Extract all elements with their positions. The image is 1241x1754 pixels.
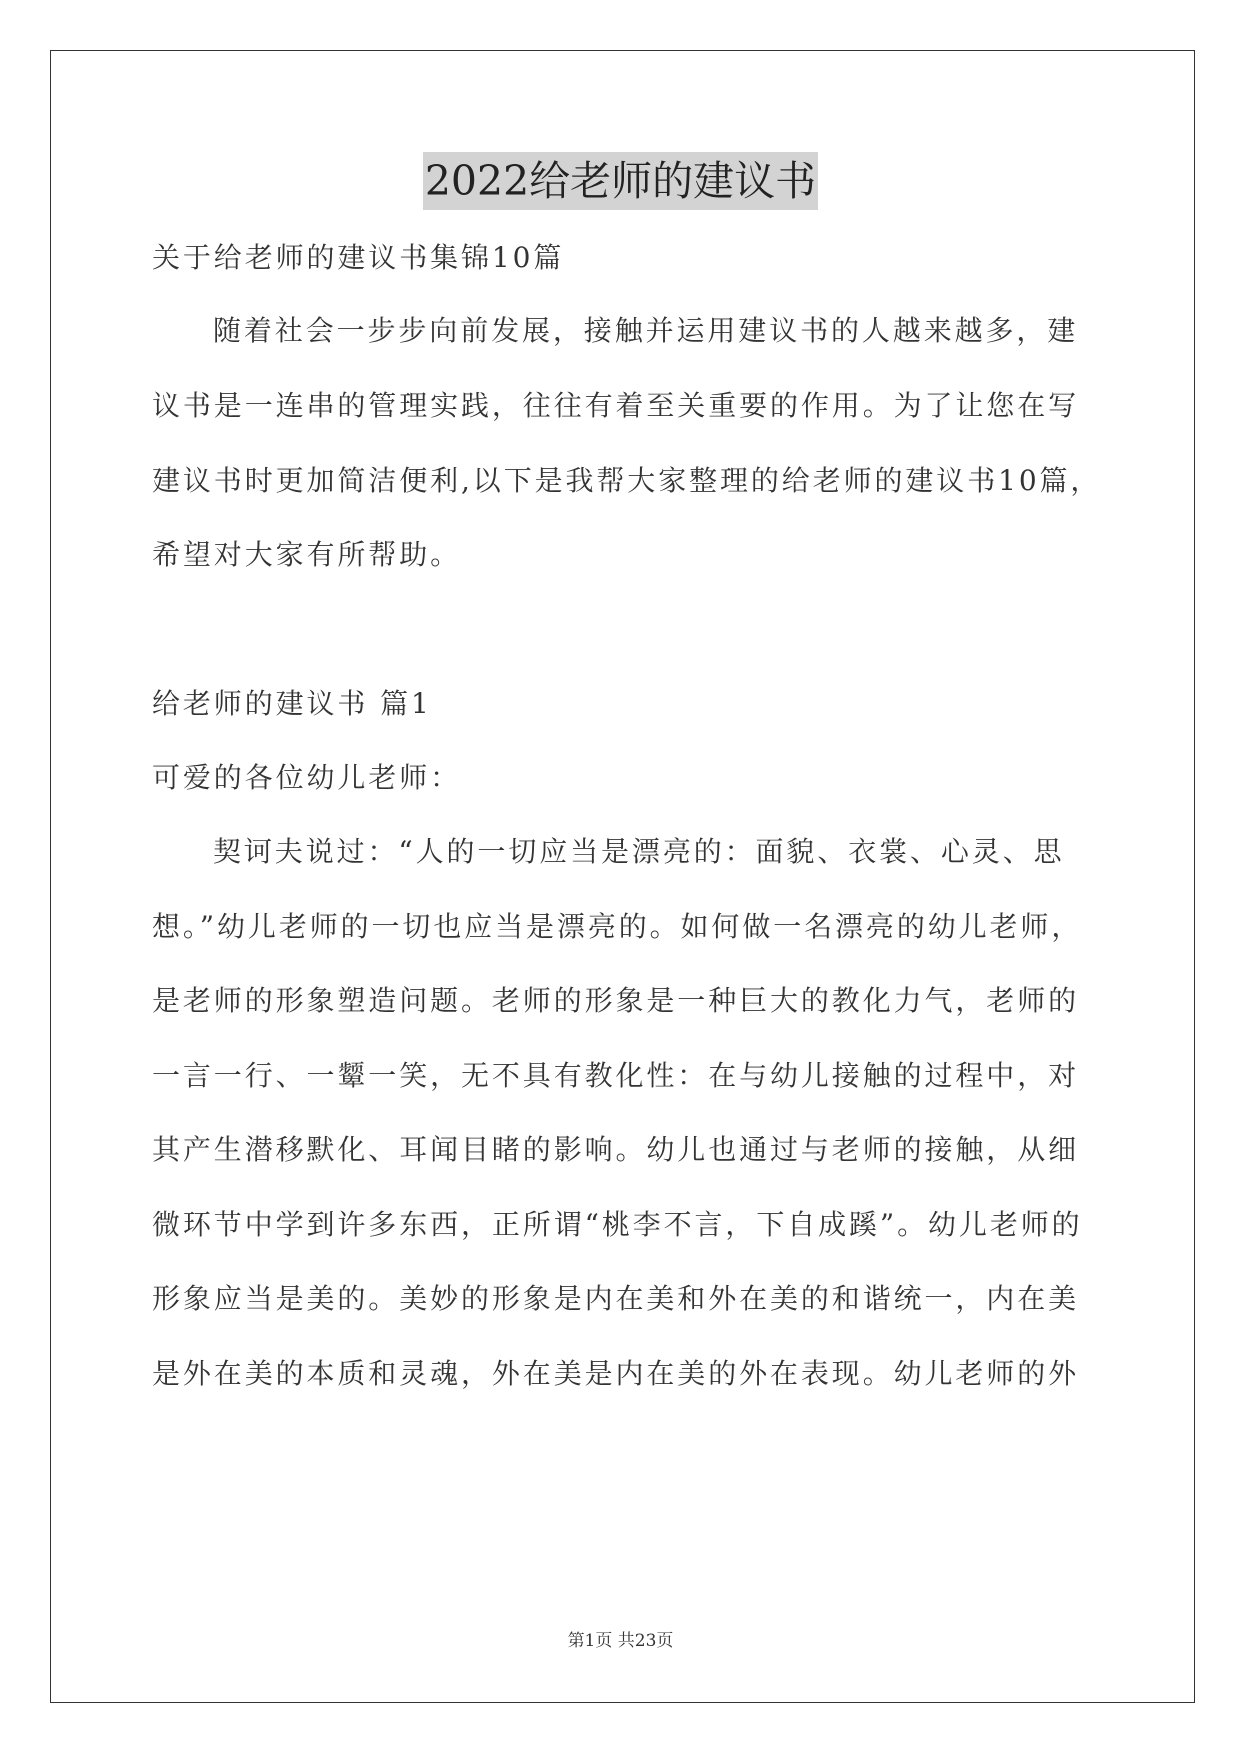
body-line: 一言一行、一颦一笑，无不具有教化性：在与幼儿接触的过程中，对 <box>152 1059 1080 1092</box>
page-footer: 第1页 共23页 <box>567 1631 674 1651</box>
document-title: 2022给老师的建议书 <box>423 152 818 210</box>
body-line: 是老师的形象塑造问题。老师的形象是一种巨大的教化力气，老师的 <box>152 984 1080 1017</box>
body-line: 想。”幼儿老师的一切也应当是漂亮的。如何做一名漂亮的幼儿老师， <box>152 910 1083 943</box>
section-heading: 给老师的建议书 篇1 <box>152 687 432 720</box>
body-line: 微环节中学到许多东西，正所谓“桃李不言，下自成蹊”。幼儿老师的 <box>152 1208 1083 1241</box>
intro-line: 建议书时更加简洁便利,以下是我帮大家整理的给老师的建议书10篇， <box>152 464 1102 497</box>
body-line: 其产生潜移默化、耳闻目睹的影响。幼儿也通过与老师的接触，从细 <box>152 1133 1080 1166</box>
salutation: 可爱的各位幼儿老师： <box>152 761 462 794</box>
title-wrap <box>0 152 1241 210</box>
body-line: 契诃夫说过：“人的一切应当是漂亮的：面貌、衣裳、心灵、思 <box>213 835 1065 868</box>
intro-line: 希望对大家有所帮助。 <box>152 538 462 571</box>
body-line: 是外在美的本质和灵魂，外在美是内在美的外在表现。幼儿老师的外 <box>152 1357 1080 1390</box>
body-line: 形象应当是美的。美妙的形象是内在美和外在美的和谐统一，内在美 <box>152 1282 1080 1315</box>
intro-line: 议书是一连串的管理实践，往往有着至关重要的作用。为了让您在写 <box>152 389 1080 422</box>
page-border <box>50 50 1195 1703</box>
document-subtitle: 关于给老师的建议书集锦10篇 <box>152 241 565 274</box>
intro-line: 随着社会一步步向前发展，接触并运用建议书的人越来越多，建 <box>213 314 1079 347</box>
